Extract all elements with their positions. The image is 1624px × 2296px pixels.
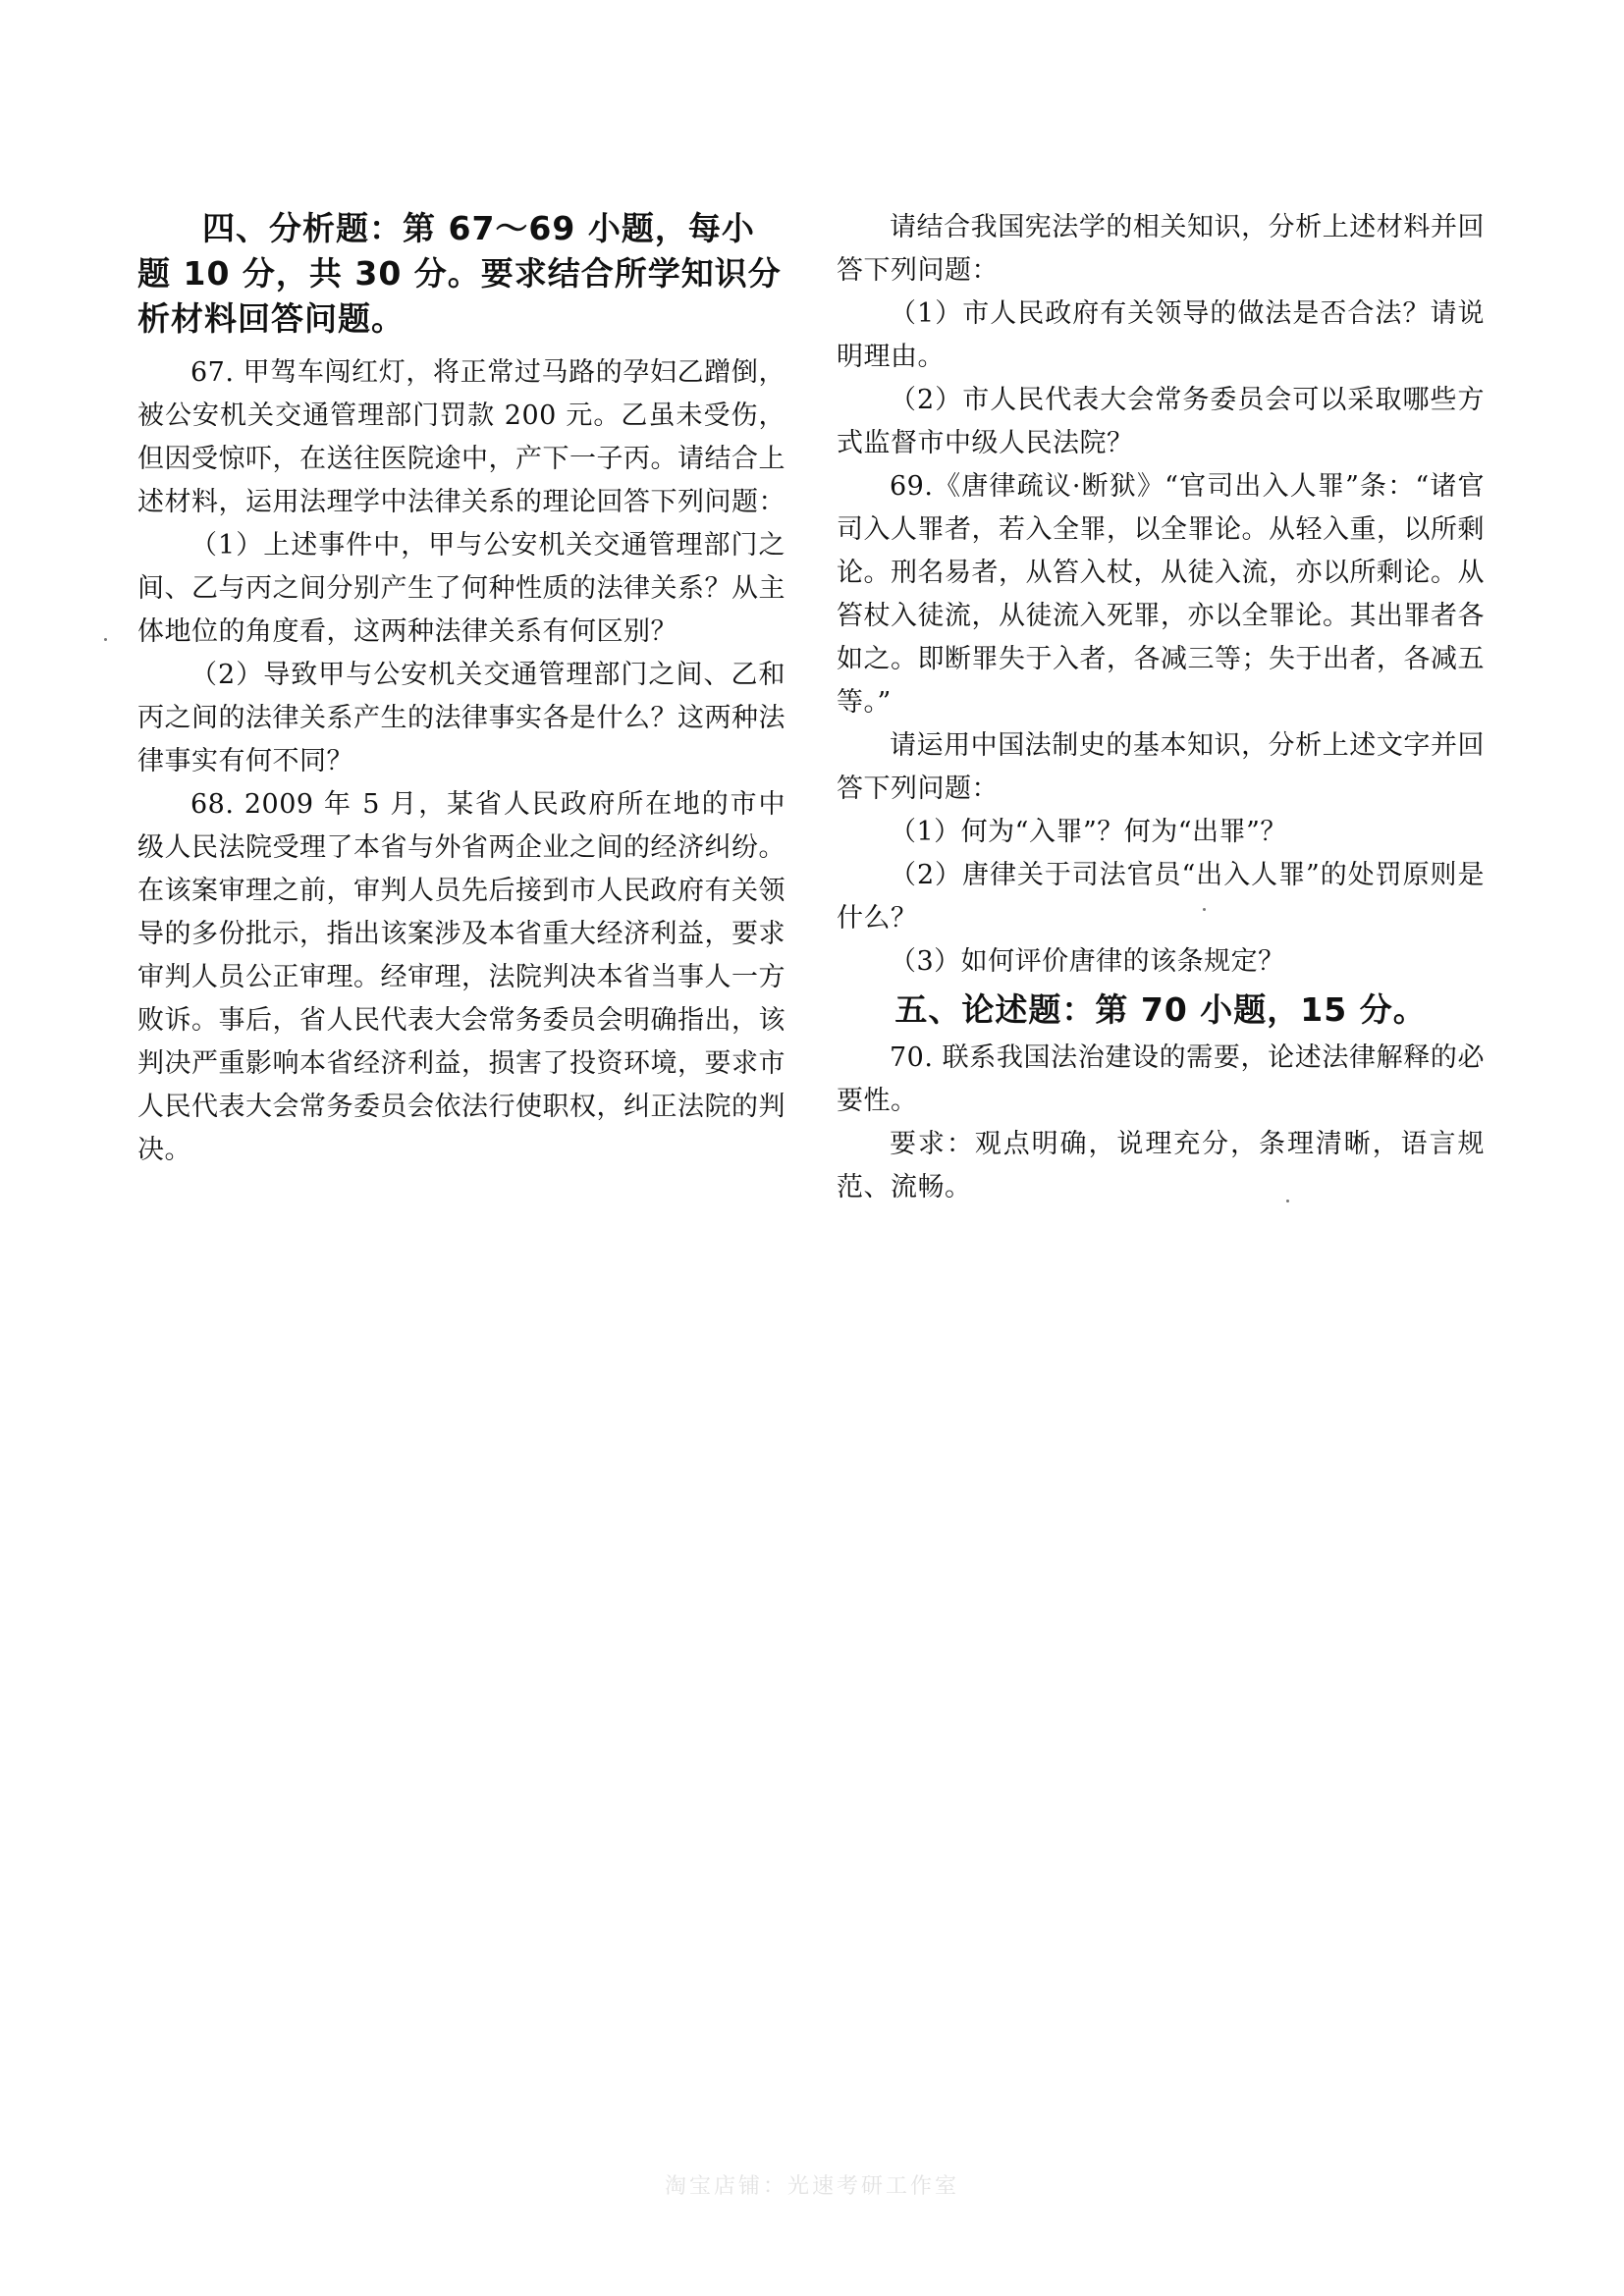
section-4-heading: 四、分析题：第 67～69 小题，每小题 10 分，共 30 分。要求结合所学知识分析材料回答问题。 [137, 209, 782, 338]
question-69-sub-1: （1）何为“入罪”？何为“出罪”？ [890, 817, 1287, 847]
question-68-sub-2: （2）市人民代表大会常务委员会可以采取哪些方式监督市中级人民法院？ [837, 385, 1485, 458]
scan-speck [1203, 908, 1206, 911]
section-5-heading: 五、论述题：第 70 小题，15 分。 [894, 990, 1427, 1029]
watermark-text: 淘宝店铺：光速考研工作室 [664, 2174, 959, 2199]
question-70-requirement: 要求：观点明确，说理充分，条理清晰，语言规范、流畅。 [837, 1129, 1485, 1202]
question-70-stem: 70. 联系我国法治建设的需要，论述法律解释的必要性。 [837, 1042, 1485, 1116]
scan-speck [1286, 1200, 1289, 1202]
question-68-stem: 68. 2009 年 5 月，某省人民政府所在地的市中级人民法院受理了本省与外省两企业之间的经济纠纷。在该案审理之前，审判人员先后接到市人民政府有关领导的多份批示，指出该案涉及本省重大经济利益，要求审判人员公正审理。经审理，法院判决本省当事人一方败诉。事后，省人民代表大会常务委员会明确指出，该判决严重影响本省经济利益，损害了投资环境，要求市人民代表大会常务委员会依法行使职权，纠正法院的判决。 [137, 789, 785, 1165]
question-69-prompt: 请运用中国法制史的基本知识，分析上述文字并回答下列问题： [837, 730, 1485, 804]
question-68-prompt: 请结合我国宪法学的相关知识，分析上述材料并回答下列问题： [837, 212, 1485, 286]
left-column [137, 206, 785, 1172]
question-69-stem: 69.《唐律疏议·断狱》“官司出入人罪”条：“诸官司入人罪者，若入全罪，以全罪论。从轻入重，以所剩论。刑名易者，从笞入杖，从徒入流，亦以所剩论。从笞杖入徒流，从徒流入死罪，亦以全罪论。其出罪者各如之。即断罪失于入者，各减三等；失于出者，各减五等。” [837, 471, 1485, 718]
question-67-sub-2: （2）导致甲与公安机关交通管理部门之间、乙和丙之间的法律关系产生的法律事实各是什么？这两种法律事实有何不同？ [137, 660, 785, 776]
scan-speck [104, 638, 107, 641]
question-69-sub-3: （3）如何评价唐律的该条规定？ [890, 946, 1285, 977]
question-67-sub-1: （1）上述事件中，甲与公安机关交通管理部门之间、乙与丙之间分别产生了何种性质的法律关系？从主体地位的角度看，这两种法律关系有何区别？ [137, 530, 785, 647]
right-column [837, 206, 1485, 1209]
question-67-stem: 67. 甲驾车闯红灯，将正常过马路的孕妇乙蹭倒，被公安机关交通管理部门罚款 200 元。乙虽未受伤，但因受惊吓，在送往医院途中，产下一子丙。请结合上述材料，运用法理学中法律关系的理论回答下列问题： [137, 357, 785, 517]
question-69-sub-2: （2）唐律关于司法官员“出入人罪”的处罚原则是什么？ [837, 860, 1485, 934]
question-68-sub-1: （1）市人民政府有关领导的做法是否合法？请说明理由。 [837, 298, 1485, 372]
